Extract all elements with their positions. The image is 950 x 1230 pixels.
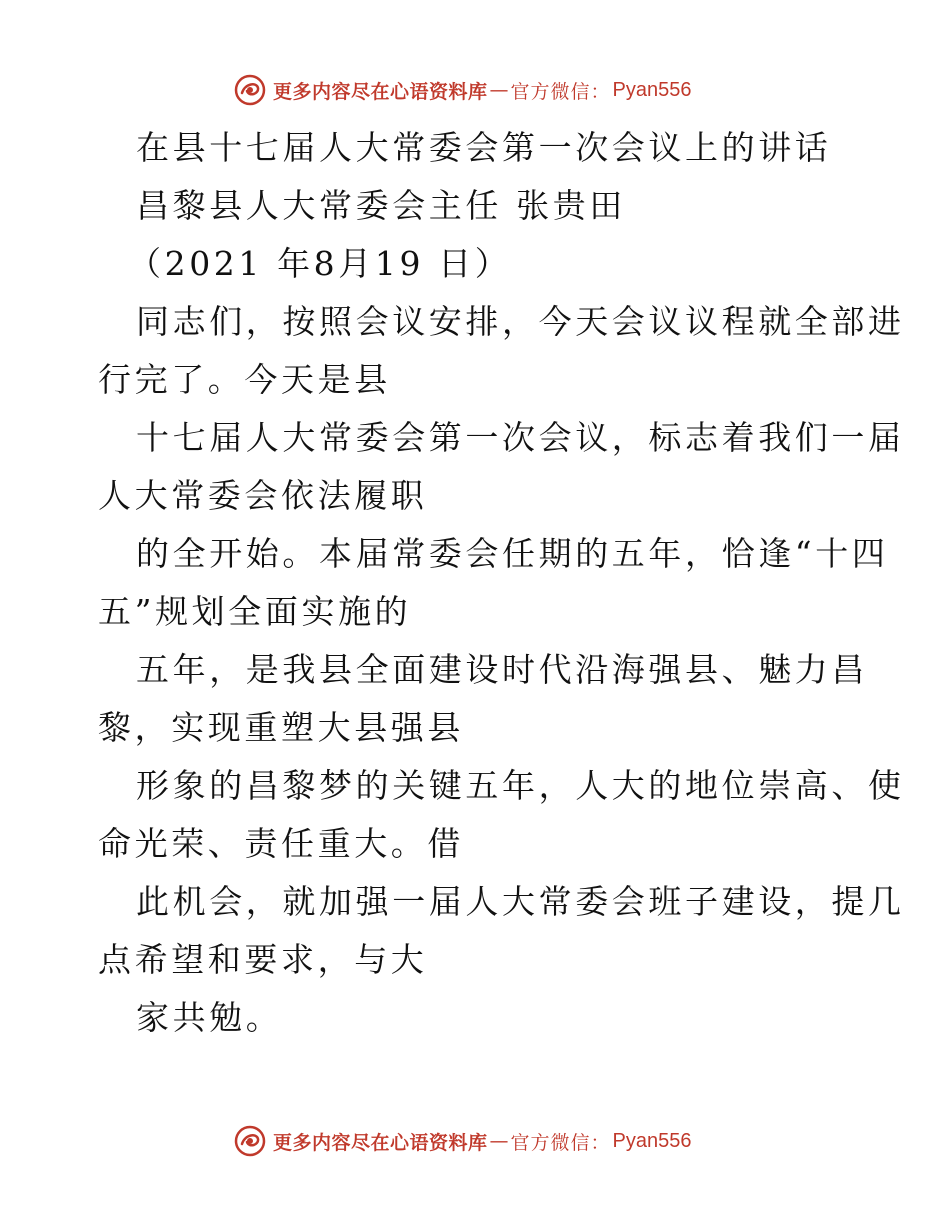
watermark-dash: —	[489, 79, 509, 101]
paragraph-line: 的全开始。本届常委会任期的五年，恰逢“十四	[136, 534, 889, 573]
watermark-slogan: 更多内容尽在心语资料库	[273, 1131, 488, 1154]
red-swirl-logo-icon	[233, 73, 267, 107]
document-date: （2021 年8月19 日）	[128, 244, 512, 283]
header-watermark	[233, 73, 692, 107]
paragraph-line: 五年，是我县全面建设时代沿海强县、魅力昌	[136, 650, 868, 689]
watermark-label: 官方微信：	[510, 80, 611, 103]
red-swirl-logo-icon	[233, 1124, 267, 1158]
paragraph-line: 形象的昌黎梦的关键五年，人大的地位崇高、使	[136, 766, 905, 805]
watermark-wechat-id: Pyan556	[612, 78, 692, 101]
paragraph-line: 命光荣、责任重大。借	[98, 824, 464, 863]
document-author: 昌黎县人大常委会主任 张贵田	[136, 186, 626, 225]
paragraph-line: 点希望和要求，与大	[98, 940, 428, 979]
document-title: 在县十七届人大常委会第一次会议上的讲话	[136, 128, 832, 167]
watermark-wechat-id: Pyan556	[612, 1129, 692, 1152]
paragraph-line: 同志们，按照会议安排，今天会议议程就全部进	[136, 302, 905, 341]
watermark-slogan: 更多内容尽在心语资料库	[273, 80, 488, 103]
paragraph-line: 行完了。今天是县	[98, 360, 391, 399]
paragraph-line: 黎，实现重塑大县强县	[98, 708, 464, 747]
paragraph-line: 十七届人大常委会第一次会议，标志着我们一届	[136, 418, 905, 457]
paragraph-line: 五”规划全面实施的	[98, 592, 412, 631]
watermark-dash: —	[489, 1130, 509, 1152]
paragraph-line: 人大常委会依法履职	[98, 476, 428, 515]
paragraph-line: 此机会，就加强一届人大常委会班子建设，提几	[136, 882, 905, 921]
paragraph-line: 家共勉。	[136, 998, 283, 1037]
watermark-label: 官方微信：	[510, 1131, 611, 1154]
footer-watermark	[233, 1124, 692, 1158]
